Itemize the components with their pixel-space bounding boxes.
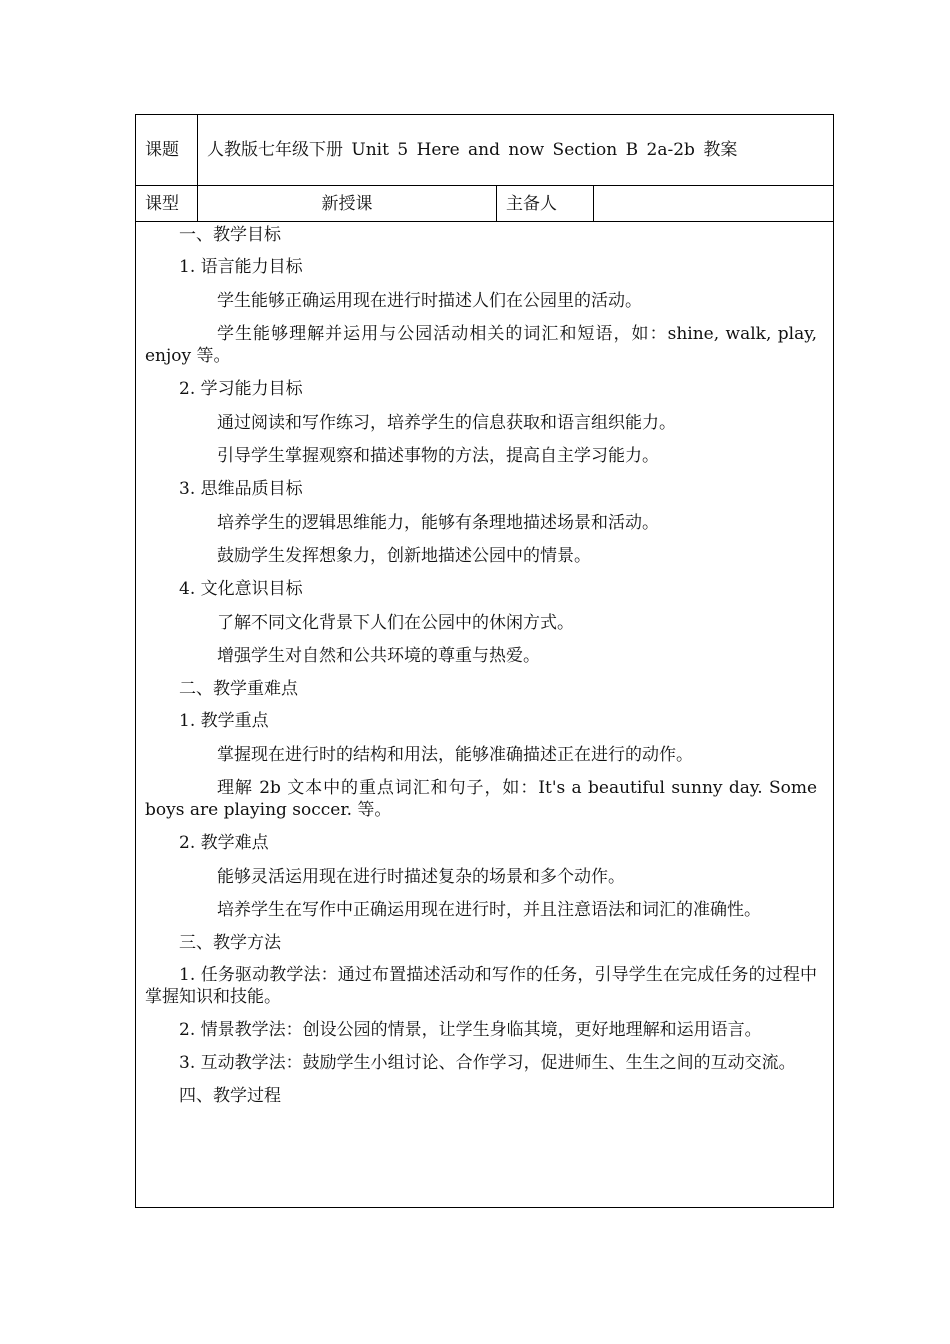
section-heading: 三、教学方法 (179, 933, 281, 953)
section-heading: 一、教学目标 (179, 225, 281, 245)
subsection-heading: 1. 语言能力目标 (179, 257, 303, 277)
content-paragraph: 能够灵活运用现在进行时描述复杂的场景和多个动作。 (217, 867, 625, 887)
subsection-heading: 2. 教学难点 (179, 833, 269, 853)
lesson-title: 人教版七年级下册 Unit 5 Here and now Section B 2a-2b 教案 (198, 115, 834, 186)
preparer-label: 主备人 (497, 186, 594, 222)
content-paragraph: 鼓励学生发挥想象力，创新地描述公园中的情景。 (217, 546, 591, 566)
content-paragraph: 增强学生对自然和公共环境的尊重与热爱。 (217, 646, 540, 666)
section-heading: 四、教学过程 (179, 1086, 281, 1106)
content-paragraph: 了解不同文化背景下人们在公园中的休闲方式。 (217, 613, 574, 633)
lesson-content (136, 222, 834, 1208)
lesson-plan-table (135, 114, 834, 1208)
content-paragraph: 2. 情景教学法：创设公园的情景，让学生身临其境，更好地理解和运用语言。 (179, 1020, 762, 1040)
type-row (136, 186, 834, 222)
subsection-heading: 4. 文化意识目标 (179, 579, 303, 599)
title-label: 课题 (136, 115, 198, 186)
subsection-heading: 1. 教学重点 (179, 711, 269, 731)
content-paragraph: 学生能够理解并运用与公园活动相关的词汇和短语，如：shine, walk, play, enjoy 等。 (145, 324, 818, 366)
content-paragraph: 培养学生的逻辑思维能力，能够有条理地描述场景和活动。 (217, 513, 659, 533)
content-paragraph: 培养学生在写作中正确运用现在进行时，并且注意语法和词汇的准确性。 (217, 900, 761, 920)
content-paragraph: 1. 任务驱动教学法：通过布置描述活动和写作的任务，引导学生在完成任务的过程中掌握知识和技能。 (145, 965, 818, 1007)
subsection-heading: 2. 学习能力目标 (179, 379, 303, 399)
content-row (136, 222, 834, 1208)
subsection-heading: 3. 思维品质目标 (179, 479, 303, 499)
content-paragraph: 学生能够正确运用现在进行时描述人们在公园里的活动。 (217, 291, 642, 311)
type-label: 课型 (136, 186, 198, 222)
content-paragraph: 引导学生掌握观察和描述事物的方法，提高自主学习能力。 (217, 446, 659, 466)
title-row (136, 115, 834, 186)
section-heading: 二、教学重难点 (179, 679, 298, 699)
preparer-value (594, 186, 834, 222)
content-paragraph: 掌握现在进行时的结构和用法，能够准确描述正在进行的动作。 (217, 745, 693, 765)
content-paragraph: 理解 2b 文本中的重点词汇和句子，如：It's a beautiful sunny day. Some boys are playing soccer. 等。 (145, 778, 818, 820)
content-paragraph: 3. 互动教学法：鼓励学生小组讨论、合作学习，促进师生、生生之间的互动交流。 (179, 1053, 796, 1073)
type-value: 新授课 (198, 186, 497, 222)
content-paragraph: 通过阅读和写作练习，培养学生的信息获取和语言组织能力。 (217, 413, 676, 433)
